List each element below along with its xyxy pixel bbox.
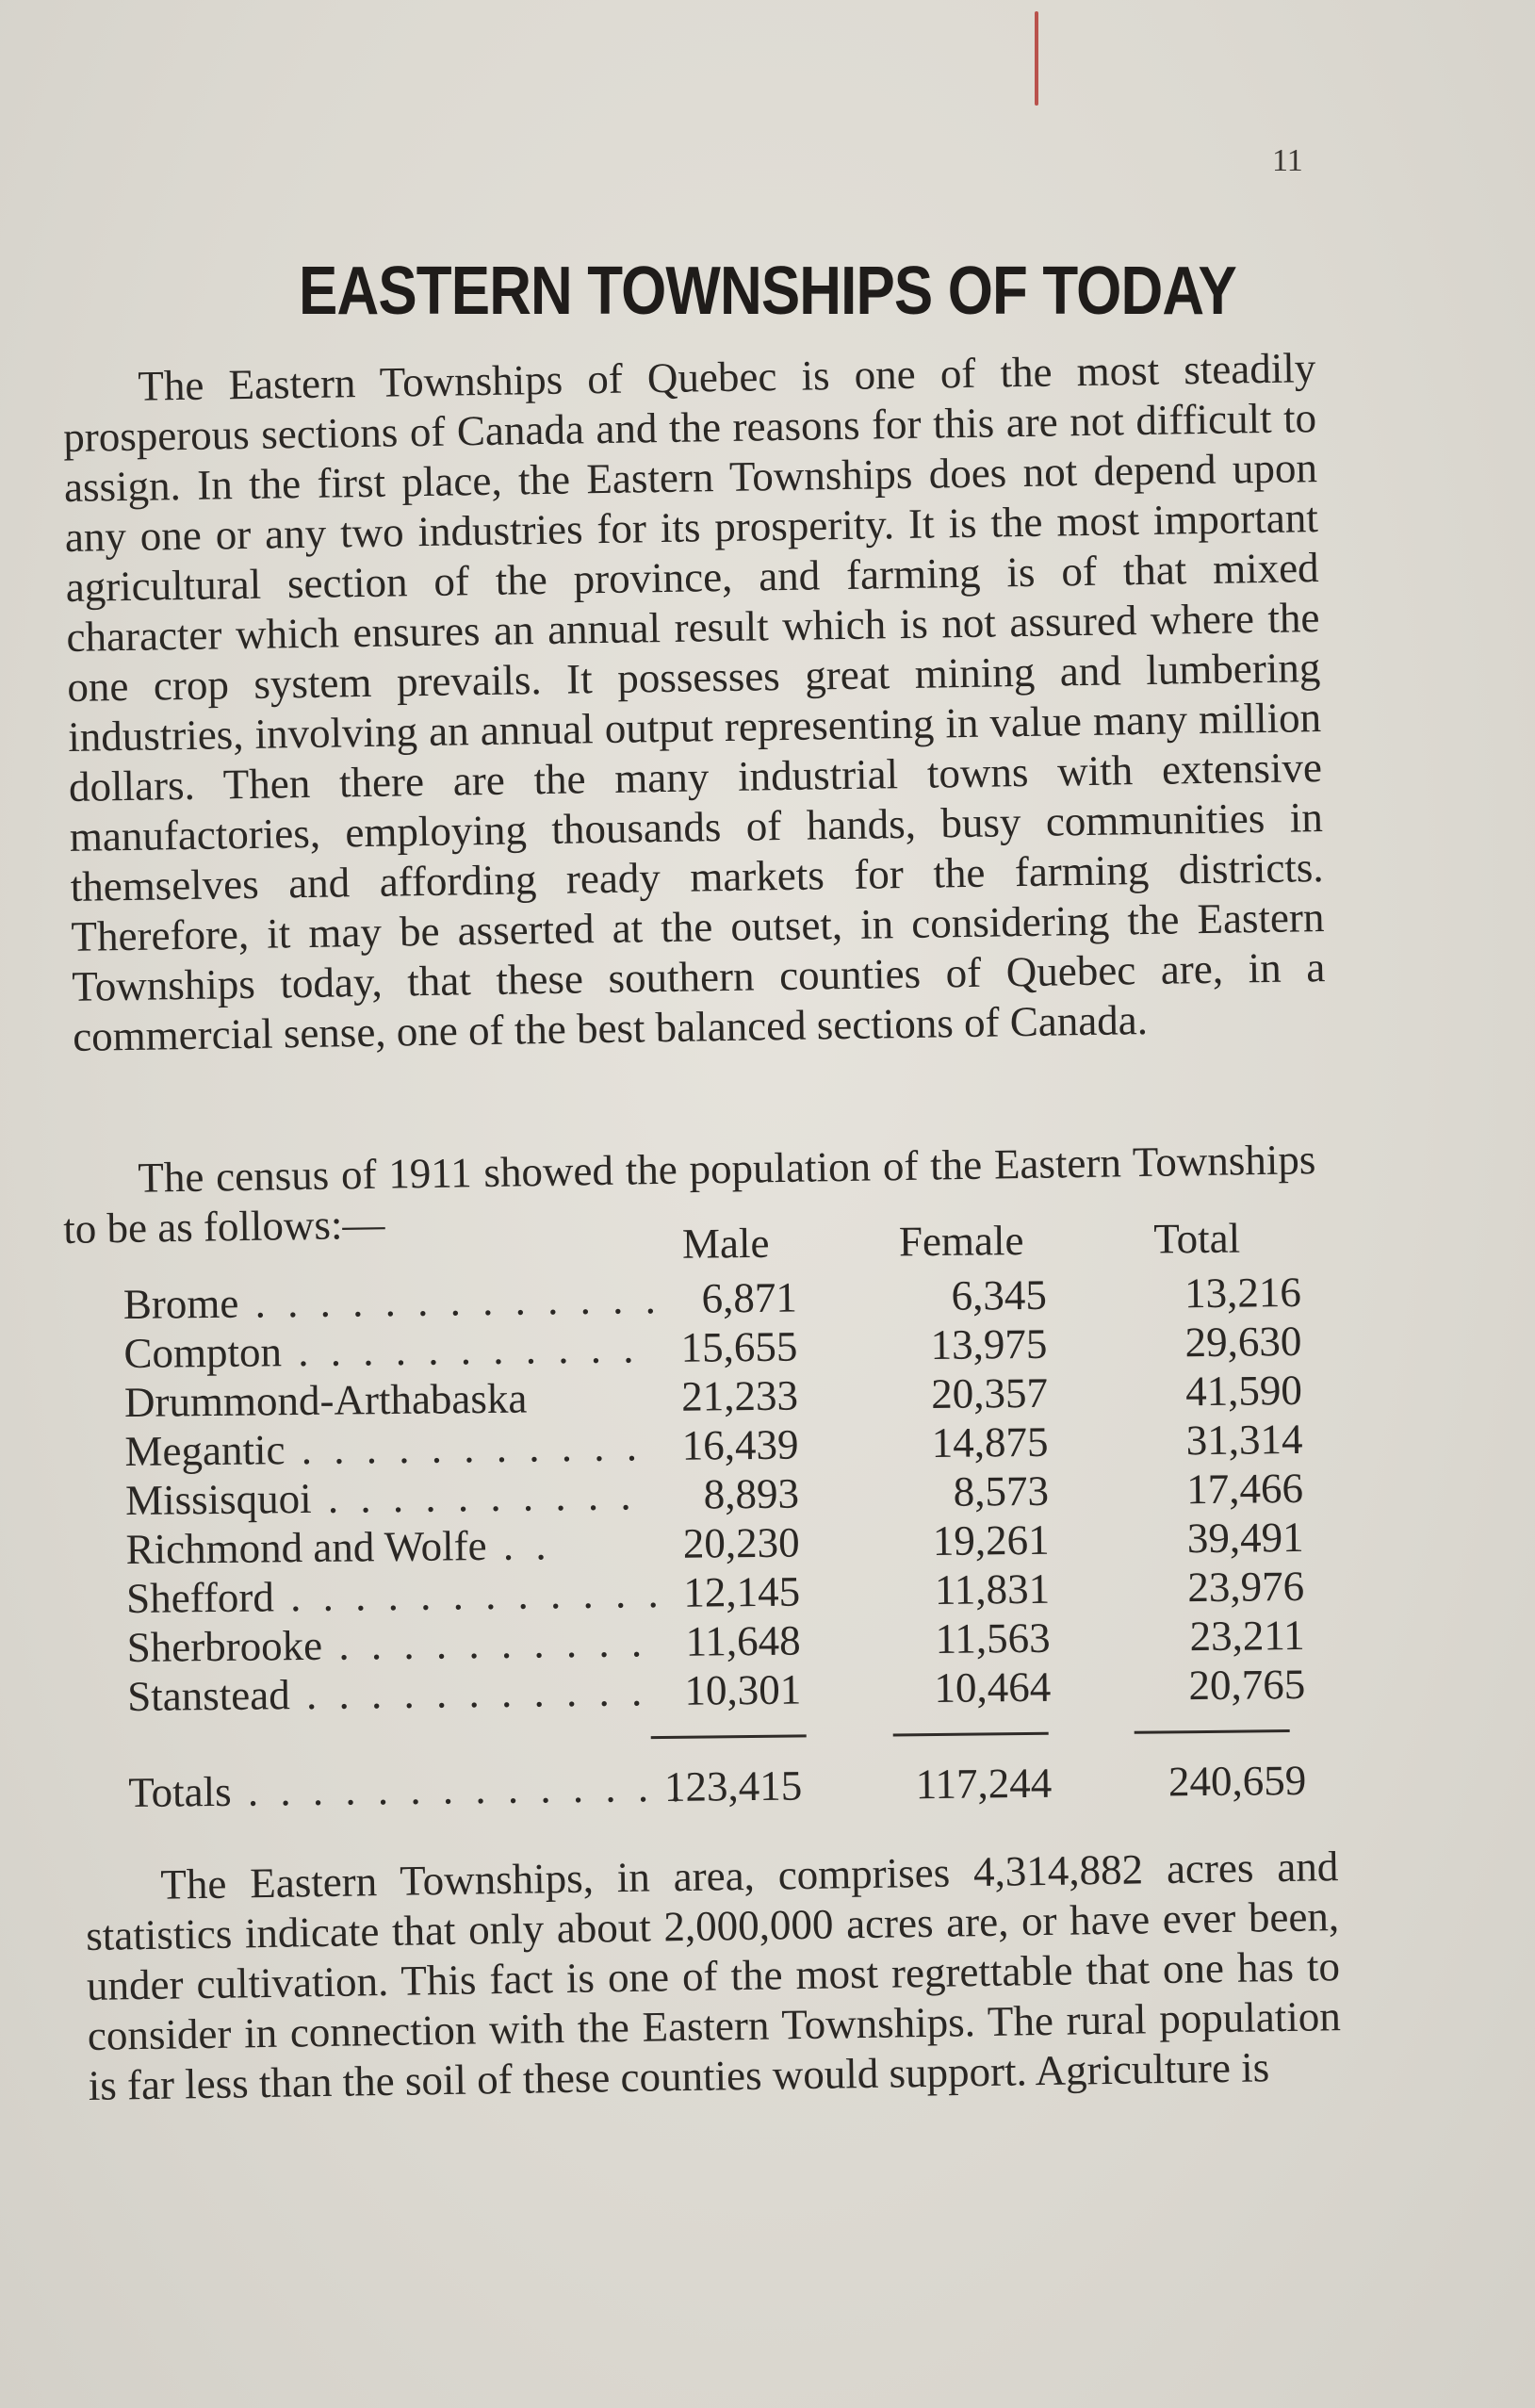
totals-label: Totals (128, 1767, 232, 1816)
dot-leader: . . . . . . . . . . . . . (238, 1275, 662, 1327)
county-cell (124, 1470, 637, 1525)
female-count: 10,464 (934, 1663, 1052, 1712)
female-count: 20,357 (930, 1368, 1049, 1418)
header-male: Male (681, 1219, 770, 1268)
totals-row (128, 1756, 1307, 1825)
male-count: 15,655 (680, 1322, 798, 1371)
county-cell (122, 1274, 662, 1329)
male-count: 6,871 (701, 1273, 798, 1322)
dot-leader: . . . . . . . . . . . . (273, 1569, 665, 1621)
female-count: 8,573 (953, 1466, 1050, 1515)
county-cell (126, 1666, 648, 1721)
total-count: 23,976 (1187, 1562, 1305, 1612)
male-count: 12,145 (683, 1567, 801, 1616)
paragraph-intro-text: The Eastern Townships of Quebec is one of the most steadily prosperous sections of Canada and the reasons for this are not difficult to assign. In the first place, the Eastern Townships does not depend upon any one or any two industries for its prosperity. It is the most important agricultural section of the province, and farming is of that mixed character which ensures an annual result which is not assured where the one crop system prevails. It possesses great mining and lumbering industries, involving an annual output representing in value many million dollars. Then there are the many industrial towns with extensive manufactories, employing thousands of hands, busy communities in themselves and affording ready markets for the farming districts. Therefore, it may be asserted at the outset, in considering the Eastern Townships today, that these southern counties of Quebec are, in a commercial sense, one of the best balanced sections of Canada. (62, 344, 1326, 1060)
county-name: Megantic (124, 1426, 286, 1475)
county-name: Stanstead (126, 1671, 290, 1720)
dot-leader: . . (486, 1521, 552, 1569)
female-count: 19,261 (932, 1515, 1050, 1565)
totals-total: 240,659 (1168, 1756, 1307, 1806)
total-count: 39,491 (1186, 1513, 1304, 1563)
female-count: 11,563 (935, 1614, 1051, 1663)
total-count: 20,765 (1188, 1660, 1306, 1710)
county-cell (124, 1421, 644, 1476)
county-cell (123, 1323, 640, 1378)
rule-female (893, 1732, 1049, 1737)
paragraph-census-text: The census of 1911 showed the population of the Eastern Townships to be as follows:— (62, 1136, 1316, 1253)
totals-female: 117,244 (915, 1759, 1053, 1809)
county-cell (125, 1519, 626, 1574)
county-name: Missisquoi (124, 1474, 312, 1524)
ink-mark (1035, 11, 1038, 106)
county-name: Brome (122, 1279, 239, 1328)
total-count: 29,630 (1184, 1317, 1302, 1367)
county-cell (126, 1617, 648, 1672)
total-count: 23,211 (1189, 1611, 1305, 1661)
dot-leader: . . . . . . . . . . . (281, 1324, 640, 1376)
dot-leader: . . . . . . . . . . . (285, 1422, 644, 1474)
county-name: Sherbrooke (126, 1621, 323, 1671)
population-table (122, 1213, 1307, 1825)
rule-total (1135, 1729, 1290, 1734)
total-count: 31,314 (1185, 1415, 1303, 1465)
rule-male (651, 1734, 807, 1739)
indent (86, 1899, 161, 1900)
male-count: 10,301 (684, 1665, 802, 1714)
female-count: 13,975 (930, 1319, 1048, 1369)
dot-leader: . . . . . . . . . . . (289, 1667, 648, 1719)
indent (63, 1192, 139, 1193)
paragraph-intro (62, 343, 1326, 1062)
paragraph-area (85, 1842, 1342, 2111)
county-name: Drummond-Arthabaska (123, 1374, 528, 1426)
male-count: 20,230 (682, 1518, 800, 1567)
county-cell (125, 1568, 665, 1623)
header-total: Total (1153, 1214, 1241, 1263)
totals-male: 123,415 (663, 1761, 803, 1811)
male-count: 8,893 (703, 1469, 800, 1518)
header-female: Female (898, 1216, 1024, 1266)
totals-label-cell (128, 1762, 687, 1817)
county-cell (124, 1372, 625, 1427)
totals-leader: . . . . . . . . . . . . . . (231, 1762, 687, 1815)
male-count: 16,439 (681, 1420, 799, 1469)
male-count: 11,648 (685, 1616, 801, 1665)
female-count: 14,875 (931, 1417, 1049, 1467)
female-count: 6,345 (951, 1270, 1048, 1319)
total-count: 17,466 (1185, 1464, 1304, 1514)
table-body (123, 1268, 1306, 1721)
page-number: 11 (1272, 143, 1303, 178)
total-count: 41,590 (1184, 1366, 1303, 1416)
female-count: 11,831 (934, 1564, 1051, 1614)
county-name: Shefford (125, 1573, 275, 1622)
total-count: 13,216 (1184, 1268, 1302, 1318)
page-title: EASTERN TOWNSHIPS OF TODAY (299, 254, 1236, 329)
county-name: Richmond and Wolfe (125, 1521, 487, 1573)
dot-leader: . . . . . . . . . . (321, 1618, 648, 1669)
county-name: Compton (123, 1328, 283, 1377)
male-count: 21,233 (680, 1371, 799, 1420)
paragraph-area-text: The Eastern Townships, in area, comprises 4,314,882 acres and statistics indicate that only about 2,000,000 acres are, or have ever been, under cultivation. This fact is one of the most regrettable that one has to consider in connection with the Eastern Townships. The rural population is far less than the soil of these counties would support. Agriculture is (85, 1843, 1342, 2109)
dot-leader: . . . . . . . . . . (311, 1471, 637, 1522)
